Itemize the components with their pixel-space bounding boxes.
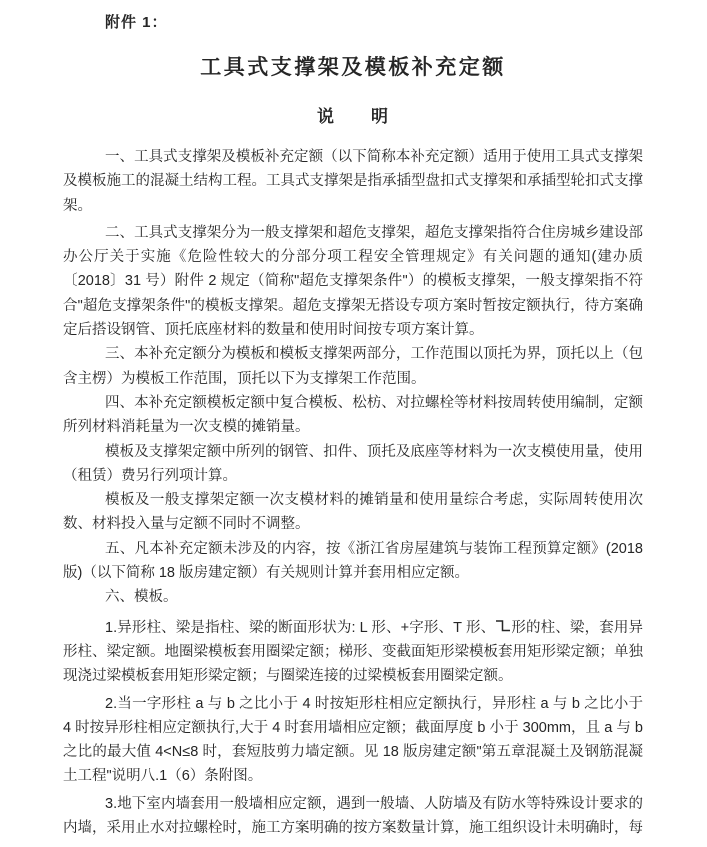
paragraph-9-text-after: 形的柱、梁，套用异形柱、梁定额。地圈梁模板套用圈梁定额；梯形、变截面矩形梁模板套用矩形梁定额；单独现浇过梁模板套用矩形梁定额；与圈梁连接的过梁模板套用圈梁定额。 [63,619,643,685]
paragraph-2: 二、工具式支撑架分为一般支撑架和超危支撑架，超危支撑架指符合住房城乡建设部办公厅关于实施《危险性较大的分部分项工程安全管理规定》有关问题的通知(建办质〔2018〕31 号）附件 2 规定（简称"超危支撑架条件"）的模板支撑架，一般支撑架指不符合"超危支撑架条件"的模板支撑架。超危支撑架无搭设专项方案时暂按定额执行，待方案确定后搭设钢管、顶托底座材料的数量和使用时间按专项方案计算。 [63,224,643,339]
paragraph-3: 三、本补充定额分为模板和模板支撑架两部分，工作范围以顶托为界，顶托以上（包含主楞）为模板工作范围，顶托以下为支撑架工作范围。 [63,346,643,387]
paragraph-8: 六、模板。 [105,589,178,606]
paragraph-7: 五、凡本补充定额未涉及的内容，按《浙江省房屋建筑与装饰工程预算定额》(2018 版)（以下简称 18 版房建定额）有关规则计算并套用相应定额。 [63,540,643,582]
section-heading: 说 明 [317,107,389,126]
paragraph-9 [63,616,643,689]
paragraph-1: 一、工具式支撑架及模板补充定额（以下简称本补充定额）适用于使用工具式支撑架及模板施工的混凝土结构工程。工具式支撑架是指承插型盘扣式支撑架和承插型轮扣式支撑架。 [63,149,643,214]
paragraph-10: 2.当一字形柱 a 与 b 之比小于 4 时按矩形柱相应定额执行，异形柱 a 与 b 之比小于 4 时按异形柱相应定额执行,大于 4 时套用墙相应定额；截面厚度 b 小于 300mm，且 a 与 b 之比的最大值 4<N≤8 时，套短肢剪力墙定额。见 18 版房建定额"第五章混凝土及钢筋混凝土工程"说明八.1（6）条附图。 [63,695,643,785]
paragraph-6: 模板及一般支撑架定额一次支模材料的摊销量和使用量综合考虑，实际周转使用次数、材料投入量与定额不同时不调整。 [63,492,643,533]
paragraph-5: 模板及支撑架定额中所列的钢管、扣件、顶托及底座等材料为一次支模使用量，使用（租赁）费另行列项计算。 [63,443,643,484]
document-body [63,145,643,840]
attachment-label: 附件 1： [105,14,168,31]
step-shape-icon [495,617,511,634]
page-title: 工具式支撑架及模板补充定额 [200,56,506,79]
paragraph-4: 四、本补充定额模板定额中复合模板、松枋、对拉螺栓等材料按周转使用编制，定额所列材料消耗量为一次支模的摊销量。 [63,394,643,436]
paragraph-9-text-before: 1.异形柱、梁是指柱、梁的断面形状为: L 形、+字形、T 形、 [105,619,496,636]
paragraph-11: 3.地下室内墙套用一般墙相应定额，遇到一般墙、人防墙及有防水等特殊设计要求的内墙，采用止水对拉螺栓时，施工方案明确的按方案数量计算，施工组织设计未明确时，每 [63,795,643,837]
